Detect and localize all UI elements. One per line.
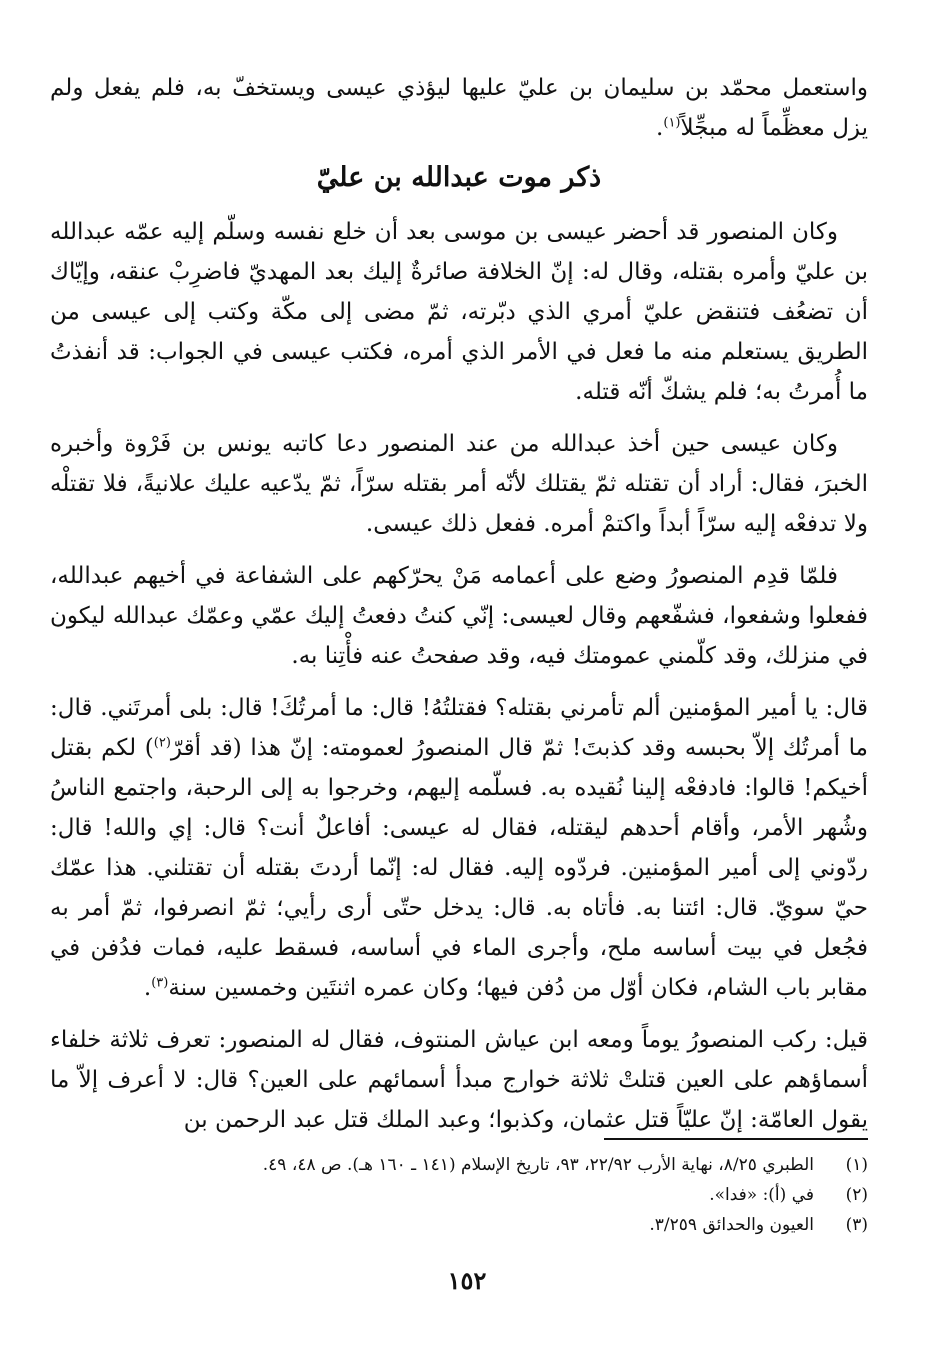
footnote-1: [68, 1150, 868, 1180]
paragraph-4: [50, 688, 868, 1008]
footnote-number: (١): [845, 1155, 868, 1175]
footnote-text: الطبري ٨/٢٥، نهاية الأرب ٢٢/٩٢، ٩٣، تاريخ الإسلام (١٤١ ـ ١٦٠ هـ). ص ٤٨، ٤٩.: [262, 1155, 814, 1175]
intro-end: .: [656, 115, 664, 141]
paragraph-1: وكان المنصور قد أحضر عيسى بن موسى بعد أن خلع نفسه وسلّم إليه عمّه عبدالله بن عليّ وأمره بقتله، وقال له: إنّ الخلافة صائرةٌ إليك بعد المهديّ فاضرِبْ عنقه، وإيّاك أن تضعُف فتنقض عليّ أمري الذي دبّرته، ثمّ مضى إلى مكّة وكتب إلى عيسى من الطريق يستعلم منه ما فعل في الأمر الذي أمره، فكتب عيسى في الجواب: قد أنفذتُ ما أُمرتُ به؛ فلم يشكّ أنّه قتله.: [50, 219, 868, 405]
footnote-ref-3[interactable]: (٣): [151, 975, 169, 991]
footnote-number: (٣): [845, 1215, 868, 1235]
paragraph-4-end: .: [143, 975, 152, 1001]
footnote-divider: [604, 1138, 868, 1140]
paragraph-2: وكان عيسى حين أخذ عبدالله من عند المنصور دعا كاتبه يونس بن فَرْوة وأخبره الخبرَ، فقال: أراد أن تقتله ثمّ يقتلك لأنّه أمر بقتله سرّاً، ثمّ يدّعيه عليك علانيةً، فلا تقتلْه ولا تدفعْه إليه سرّاً أبداً واكتمْ أمره. ففعل ذلك عيسى.: [50, 431, 868, 537]
footnote-number: (٢): [845, 1185, 868, 1205]
section-title: ذكر موت عبدالله بن عليّ: [316, 162, 602, 193]
footnote-3: [68, 1210, 868, 1240]
footnote-ref-1[interactable]: (١): [663, 115, 681, 131]
page-body: [50, 68, 868, 1152]
footnote-ref-2[interactable]: (٢): [153, 735, 171, 751]
footnote-text: في (أ): «فدا».: [709, 1185, 814, 1205]
intro-text: واستعمل محمّد بن سليمان بن عليّ عليها ليؤذي عيسى ويستخفّ به، فلم يفعل ولم يزل معظِّماً له مبجِّلاً: [50, 75, 868, 141]
footnotes: [68, 1150, 868, 1240]
paragraph-3: فلمّا قدِم المنصورُ وضع على أعمامه مَنْ يحرّكهم على الشفاعة في أخيهم عبدالله، ففعلوا وشفعوا، فشفّعهم وقال لعيسى: إنّي كنتُ دفعتُ إليك عمّي وعمّك عبدالله ليكون في منزلك، وقد كلّمني عمومتك فيه، وقد صفحتُ عنه فأْتِنا به.: [50, 563, 868, 669]
footnote-2: [68, 1180, 868, 1210]
page-number: ١٥٢: [447, 1266, 487, 1295]
paragraph-4-text-a: قال: يا أمير المؤمنين ألم تأمرني بقتله؟ فقتلتُهُ! قال: ما أمرتُكَ! قال: بلى أمرتَني. قال: ما أمرتُك إلاّ بحبسه وقد كذبتَ! ثمّ قال المنصورُ لعمومته: إنّ هذا (قد أقرّ: [50, 695, 868, 761]
intro-paragraph: [50, 68, 868, 148]
footnote-text: العيون والحدائق ٣/٢٥٩.: [649, 1215, 814, 1235]
paragraph-4-text-b: ) لكم بقتل أخيكم! قالوا: فادفعْه إلينا نُقيده به. فسلّمه إليهم، وخرجوا به إلى الرحبة، واجتمع الناسُ وشُهر الأمر، وأقام أحدهم ليقتله، فقال له عيسى: أفاعلٌ أنت؟ قال: إي والله! قال: ردّوني إلى أمير المؤمنين. فردّوه إليه. فقال له: إنّما أردتَ بقتله أن تقتلني. هذا عمّك حيّ سويّ. قال: ائتنا به. فأتاه به. قال: يدخل حتّى أرى رأيي؛ ثمّ انصرفوا، ثمّ أمر به فجُعل في بيت أساسه ملح، وأجرى الماء في أساسه، فسقط عليه، فمات فدُفن في مقابر باب الشام، فكان أوّل من دُفن فيها؛ وكان عمره اثنتَين وخمسين سنة: [50, 735, 868, 1001]
paragraph-5: قيل: ركب المنصورُ يوماً ومعه ابن عياش المنتوف، فقال له المنصور: تعرف ثلاثة خلفاء أسماؤهم على العين قتلتْ ثلاثة خوارج مبدأ أسمائهم على العين؟ قال: لا أعرف إلاّ ما يقول العامّة: إنّ عليّاً قتل عثمان، وكذبوا؛ وعبد الملك قتل عبد الرحمن بن: [50, 1027, 868, 1133]
